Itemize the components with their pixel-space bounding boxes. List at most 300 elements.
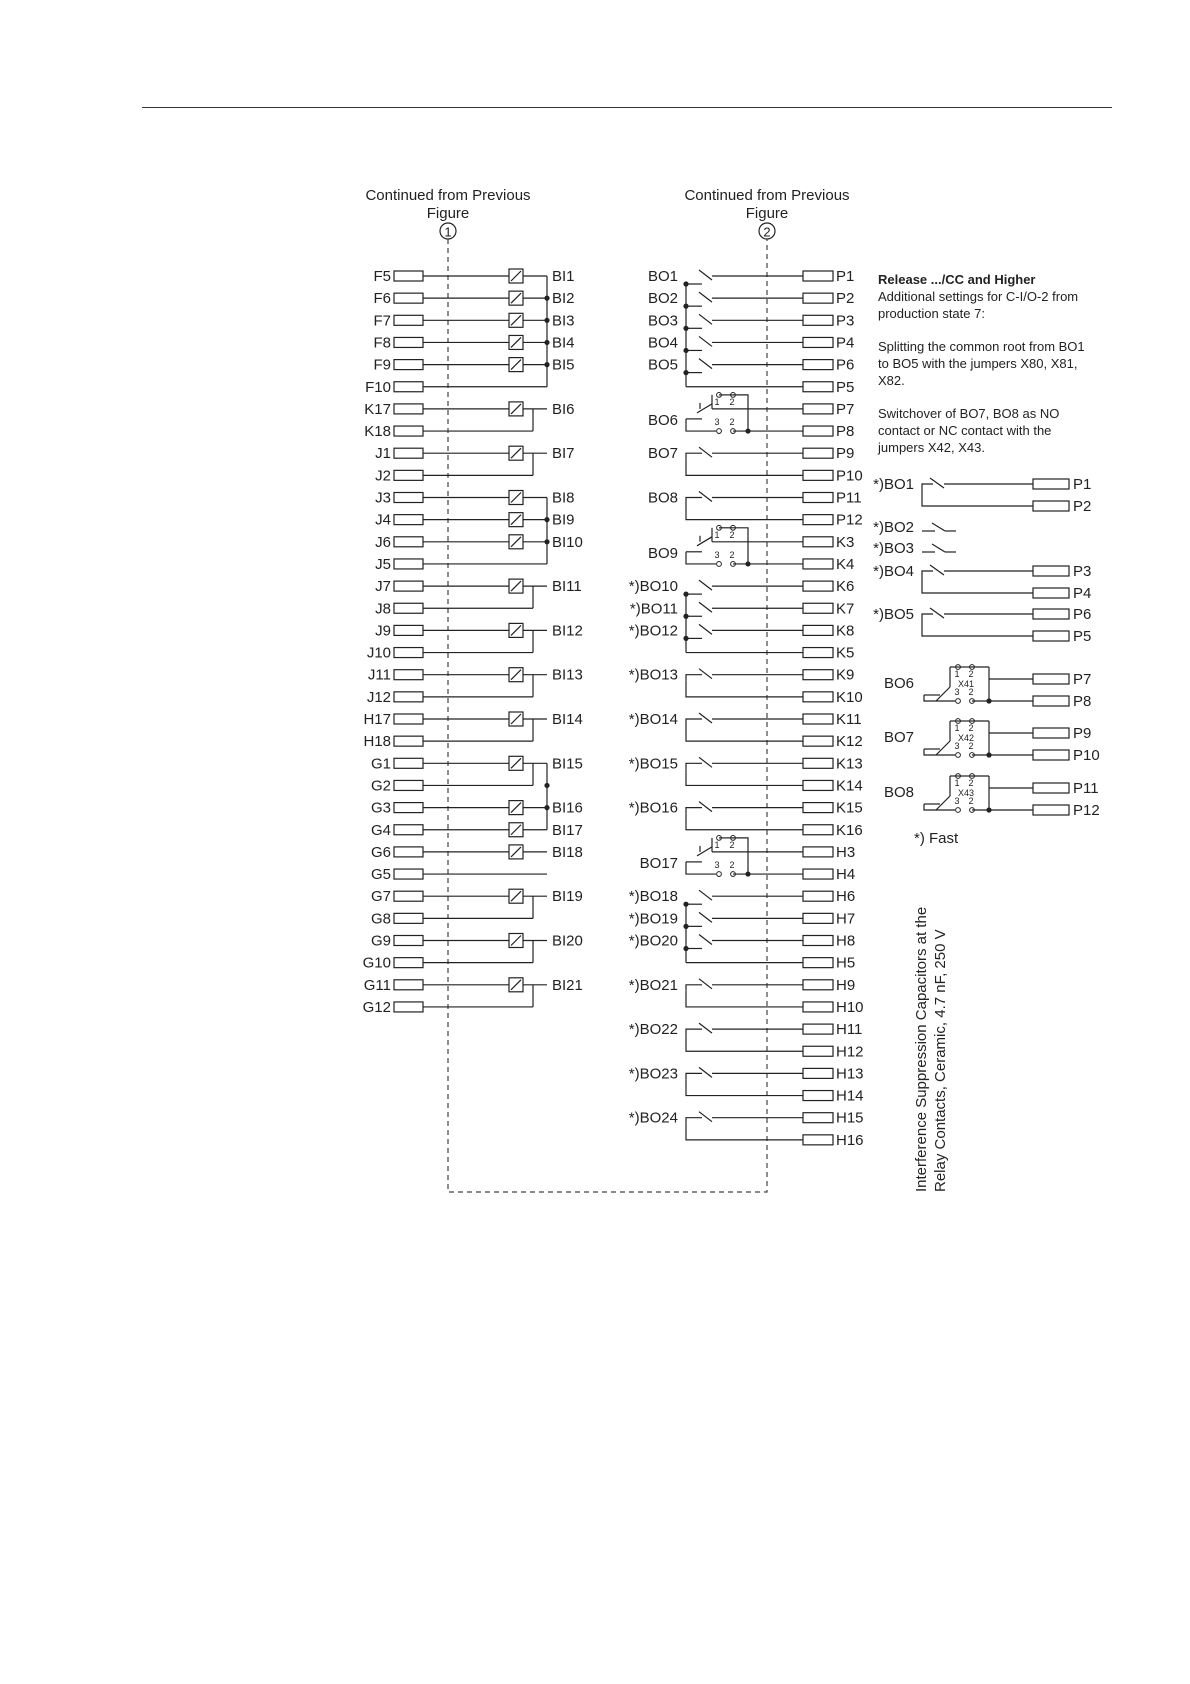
release-items-group (873, 476, 1100, 819)
terminal-box (803, 559, 833, 569)
junction-dot (683, 902, 688, 907)
terminal-label: H11 (836, 1021, 863, 1039)
terminal-label: H6 (836, 888, 856, 906)
bo-label: BO7 (647, 445, 678, 463)
return-wire (686, 1124, 803, 1140)
terminal-box (394, 803, 423, 813)
binary-output-bo21 (629, 977, 864, 1016)
junction-dot (986, 807, 991, 812)
terminal-label: F9 (373, 356, 391, 374)
terminal-box (394, 271, 423, 281)
binary-inputs-group (363, 268, 583, 1016)
bo-label: BO9 (647, 544, 678, 562)
terminal-label: P8 (836, 423, 855, 441)
return-wire (686, 991, 803, 1007)
terminal-box (803, 603, 833, 613)
binary-input-bi5 (365, 357, 574, 396)
contact-blade (699, 602, 712, 612)
terminal-box (803, 736, 833, 746)
contact-blade (697, 847, 712, 856)
pin-number: 2 (968, 741, 974, 751)
terminal-box (1033, 631, 1069, 641)
terminal-label: K6 (836, 578, 855, 596)
continuation-dashed-loop (448, 239, 767, 1192)
junction-dot (986, 698, 991, 703)
contact-stub (686, 763, 702, 769)
terminal-label: H14 (836, 1087, 864, 1105)
junction-dot (544, 340, 549, 345)
terminal-box (394, 758, 423, 768)
binary-input-bi19 (371, 888, 583, 927)
release-note-line: Switchover of BO7, BO8 as NO (878, 406, 1060, 421)
release-note-heading: Release .../CC and Higher (878, 272, 1036, 287)
terminal-label: G1 (370, 755, 391, 773)
contact-blade (699, 359, 712, 369)
bo-label: *)BO18 (628, 888, 678, 906)
binary-input-bi14 (363, 711, 582, 750)
bo-label: *)BO16 (628, 799, 678, 817)
terminal-label: K3 (836, 533, 855, 551)
release-bo-label: BO6 (883, 675, 914, 692)
contact-stub (686, 985, 702, 991)
pin-number: 3 (714, 860, 720, 871)
junction-dot (683, 614, 688, 619)
terminal-label: P4 (836, 334, 855, 352)
contact-blade (930, 565, 944, 575)
terminal-box (803, 1002, 833, 1012)
terminal-label: H16 (836, 1131, 864, 1149)
bi-label: BI16 (552, 799, 583, 817)
release-item-bo5 (873, 606, 1091, 645)
terminal-box (1033, 609, 1069, 619)
bo-label: *)BO24 (628, 1109, 678, 1127)
pin-number: 3 (954, 741, 960, 751)
terminal-box (394, 559, 423, 569)
terminal-label: K4 (836, 555, 855, 573)
bo-label: *)BO20 (628, 932, 678, 950)
pin-number: 3 (714, 417, 720, 428)
terminal-label: J5 (375, 555, 391, 573)
terminal-label: K5 (836, 644, 855, 662)
contact-stub (686, 1073, 702, 1079)
terminal-label: G11 (363, 976, 391, 994)
bo-label: *)BO23 (628, 1065, 678, 1083)
terminal-label: G7 (370, 888, 391, 906)
binary-output-bo18 (629, 888, 855, 905)
junction-dot (544, 318, 549, 323)
junction-dot (683, 946, 688, 951)
contact-blade (699, 912, 712, 922)
terminal-label: J1 (375, 445, 391, 463)
bi-label: BI12 (552, 622, 583, 640)
contact-blade (699, 890, 712, 900)
release-note-group (877, 272, 1085, 455)
junction-dot (544, 517, 549, 522)
terminal-box (803, 891, 833, 901)
contact-blade (699, 1112, 712, 1122)
contact-blade (936, 741, 950, 755)
contact-blade (936, 796, 950, 810)
bo-label: *)BO19 (628, 910, 678, 928)
contact-blade (932, 544, 945, 552)
contact-stub (922, 571, 933, 577)
terminal-box (803, 1091, 833, 1101)
bi-label: BI21 (552, 976, 583, 994)
binary-output-bo6 (648, 393, 854, 441)
junction-dot (683, 348, 688, 353)
terminal-box (394, 537, 423, 547)
terminal-box (394, 515, 423, 525)
footnote-fast: *) Fast (914, 830, 959, 847)
return-wire (686, 1035, 803, 1051)
bo-label: BO5 (647, 356, 678, 374)
binary-output-bo22 (629, 1021, 864, 1060)
terminal-box (394, 869, 423, 879)
binary-input-bi10 (375, 534, 583, 573)
bo-label: BO6 (647, 411, 678, 429)
terminal-label: P3 (836, 312, 855, 330)
terminal-box (1033, 728, 1069, 738)
terminal-box (803, 670, 833, 680)
release-item-bo6 (884, 665, 1091, 710)
return-wire (686, 419, 716, 431)
bi-label: BI4 (552, 334, 575, 352)
junction-dot (683, 636, 688, 641)
pin-number: 2 (729, 549, 735, 560)
terminal-label: K9 (836, 666, 855, 684)
terminal-label: K16 (836, 821, 863, 839)
pin-number: 2 (729, 839, 735, 850)
terminal-box (803, 980, 833, 990)
pin-number: 2 (968, 796, 974, 806)
binary-output-bo1 (648, 268, 854, 285)
release-note-line: jumpers X42, X43. (878, 440, 985, 455)
terminal-box (394, 382, 423, 392)
pin-number: 1 (954, 669, 960, 679)
return-wire (686, 504, 803, 520)
junction-dot (683, 281, 688, 286)
contact-blade (699, 580, 712, 590)
terminal-label: G2 (370, 777, 391, 795)
release-bo-label: *)BO2 (873, 519, 914, 536)
contact-blade (697, 537, 712, 546)
binary-input-bi4 (373, 334, 574, 351)
terminal-label: K10 (836, 688, 863, 706)
bi-label: BI10 (552, 533, 583, 551)
bo-label: *)BO15 (628, 755, 678, 773)
contact-blade (932, 523, 945, 531)
pin-number: 1 (954, 723, 960, 733)
bi-label: BI17 (552, 821, 583, 839)
binary-output-bo4 (648, 334, 854, 351)
terminal-box (1033, 674, 1069, 684)
junction-dot (544, 296, 549, 301)
return-wire (686, 725, 803, 741)
return-wire (686, 862, 716, 874)
pin-3 (956, 699, 961, 704)
terminal-label: K12 (836, 733, 863, 751)
release-bo-label: BO7 (883, 729, 914, 746)
pin-number: 3 (714, 549, 720, 560)
terminal-box (803, 692, 833, 702)
terminal-label: H8 (836, 932, 856, 950)
terminal-label: J8 (375, 600, 391, 618)
bi-label: BI18 (552, 843, 583, 861)
junction-dot (745, 428, 750, 433)
binary-input-bi6 (364, 401, 574, 440)
junction-dot (745, 871, 750, 876)
contact-stub (686, 453, 702, 459)
binary-output-bo10 (629, 578, 855, 595)
terminal-box (394, 603, 423, 613)
terminal-box (394, 360, 423, 370)
terminal-label: H18 (363, 733, 391, 751)
contact-stub (922, 614, 933, 620)
terminal-label: K11 (836, 711, 862, 728)
pin-number: 1 (714, 529, 720, 540)
terminal-box (394, 847, 423, 857)
contact-blade (699, 713, 712, 723)
terminal-label: G3 (370, 799, 391, 817)
bi-label: BI5 (552, 356, 575, 374)
pin-number: 1 (954, 778, 960, 788)
terminal-label: F8 (373, 334, 391, 352)
terminal-box (394, 493, 423, 503)
terminal-label: P1 (1073, 476, 1092, 493)
terminal-box (803, 337, 833, 347)
terminal-box (803, 869, 833, 879)
pin-number: 2 (968, 778, 974, 788)
binary-input-bi21 (363, 977, 583, 1016)
terminal-box (1033, 696, 1069, 706)
junction-dot (544, 362, 549, 367)
contact-blade (699, 492, 712, 502)
terminal-box (803, 382, 833, 392)
binary-input-bi15 (371, 755, 583, 794)
terminal-box (394, 736, 423, 746)
bi-label: BI19 (552, 888, 583, 906)
binary-input-bi20 (363, 933, 583, 972)
bi-label: BI3 (552, 312, 575, 330)
terminal-box (803, 803, 833, 813)
contact-blade (699, 292, 712, 302)
terminal-label: P9 (1073, 725, 1092, 742)
terminal-box (803, 1135, 833, 1145)
bi-label: BI11 (552, 578, 582, 596)
terminal-box (1033, 750, 1069, 760)
terminal-box (803, 780, 833, 790)
release-item-bo2 (873, 519, 956, 536)
contact-blade (699, 336, 712, 346)
vertical-note-line1: Interference Suppression Capacitors at the (913, 906, 930, 1192)
terminal-box (1033, 588, 1069, 598)
release-bo-label: *)BO5 (873, 606, 914, 623)
contact-stub (686, 1118, 702, 1124)
terminal-box (1033, 805, 1069, 815)
marker-right-number: 2 (763, 224, 771, 240)
terminal-box (1033, 783, 1069, 793)
terminal-label: K14 (836, 777, 863, 795)
terminal-label: P10 (1073, 747, 1100, 764)
junction-dot (544, 805, 549, 810)
terminal-label: P5 (1073, 628, 1092, 645)
terminal-label: F7 (373, 312, 391, 330)
contact-blade (699, 669, 712, 679)
contact-blade (699, 624, 712, 634)
return-wire (922, 620, 1033, 636)
terminal-label: F5 (373, 268, 391, 285)
terminal-box (394, 315, 423, 325)
terminal-label: J4 (375, 511, 391, 529)
terminal-label: K15 (836, 799, 863, 817)
terminal-label: P6 (1073, 606, 1092, 623)
terminal-label: G10 (362, 954, 391, 972)
release-item-bo4 (873, 563, 1091, 602)
terminal-box (394, 581, 423, 591)
terminal-box (803, 714, 833, 724)
terminal-box (803, 493, 833, 503)
bi-label: BI13 (552, 666, 583, 684)
return-wire (922, 577, 1033, 593)
bo-label: *)BO11 (629, 600, 678, 618)
terminal-label: P5 (836, 378, 855, 396)
terminal-label: H15 (836, 1109, 864, 1127)
terminal-box (803, 448, 833, 458)
junction-dot (745, 561, 750, 566)
terminal-box (394, 426, 423, 436)
terminal-label: K8 (836, 622, 855, 640)
terminal-box (394, 625, 423, 635)
terminal-label: K13 (836, 755, 863, 773)
terminal-label: P8 (1073, 693, 1092, 710)
terminal-label: H3 (836, 843, 856, 861)
terminal-box (803, 1046, 833, 1056)
pin-3 (717, 562, 722, 567)
continued-left-line1: Continued from Previous (365, 187, 531, 204)
contact-blade (699, 1067, 712, 1077)
terminal-label: H17 (363, 711, 391, 728)
release-item-bo8 (884, 774, 1100, 819)
pin-3 (717, 872, 722, 877)
bi-label: BI15 (552, 755, 583, 773)
binary-output-bo23 (629, 1065, 864, 1104)
contact-stub (686, 1029, 702, 1035)
terminal-label: H5 (836, 954, 856, 972)
terminal-box (803, 404, 833, 414)
terminal-label: P2 (1073, 498, 1092, 515)
bi-label: BI1 (552, 268, 575, 285)
contact-blade (930, 478, 944, 488)
binary-output-bo3 (648, 312, 854, 329)
bo-label: *)BO13 (628, 666, 678, 684)
release-item-bo7 (884, 719, 1100, 764)
junction-dot (544, 539, 549, 544)
return-wire (686, 814, 803, 830)
binary-output-bo13 (629, 667, 863, 706)
terminal-box (394, 913, 423, 923)
terminal-label: J11 (367, 666, 391, 684)
terminal-box (803, 581, 833, 591)
terminal-label: G5 (370, 866, 391, 884)
terminal-label: K17 (364, 400, 391, 418)
vertical-capacitor-note (913, 907, 949, 1192)
contact-blade (936, 687, 950, 701)
binary-input-bi8 (375, 490, 574, 507)
binary-input-bi18 (371, 844, 583, 883)
terminal-label: P10 (836, 467, 863, 485)
vertical-note-line2: Relay Contacts, Ceramic, 4.7 nF, 250 V (932, 929, 949, 1192)
release-bo-label: *)BO3 (873, 540, 914, 557)
terminal-label: H4 (836, 866, 856, 884)
terminal-box (1033, 479, 1069, 489)
pin-number: 2 (968, 687, 974, 697)
contact-blade (699, 447, 712, 457)
terminal-label: G9 (370, 932, 391, 950)
binary-output-bo24 (629, 1110, 864, 1149)
terminal-box (803, 271, 833, 281)
bi-label: BI9 (552, 511, 575, 529)
contact-stub (686, 808, 702, 814)
bo-label: BO4 (647, 334, 678, 352)
binary-input-bi12 (367, 622, 583, 661)
terminal-box (1033, 501, 1069, 511)
binary-input-bi16 (371, 800, 583, 817)
binary-input-bi13 (367, 667, 583, 706)
terminal-box (394, 780, 423, 790)
contact-blade (699, 935, 712, 945)
binary-output-bo17 (640, 836, 856, 884)
binary-input-bi11 (375, 578, 582, 617)
marker-left-number: 1 (444, 224, 452, 240)
junction-dot (683, 304, 688, 309)
terminal-box (803, 913, 833, 923)
contact-blade (699, 979, 712, 989)
pin-number: 2 (729, 417, 735, 428)
binary-input-bi2 (373, 290, 574, 307)
bi-label: BI14 (552, 711, 583, 728)
jumper-label: X42 (957, 733, 975, 743)
terminal-box (394, 936, 423, 946)
terminal-box (803, 1113, 833, 1123)
binary-input-bi7 (375, 445, 574, 484)
continued-left-line2: Figure (426, 205, 470, 222)
contact-blade (699, 1023, 712, 1033)
terminal-label: G4 (370, 821, 391, 839)
pin-number: 2 (729, 860, 735, 871)
pin-3 (717, 429, 722, 434)
terminal-label: J9 (375, 622, 391, 640)
terminal-box (394, 714, 423, 724)
pin-number: 2 (968, 669, 974, 679)
terminal-box (803, 1024, 833, 1034)
pin-number: 1 (714, 396, 720, 407)
bo-label: BO17 (639, 854, 678, 872)
terminal-box (803, 958, 833, 968)
terminal-box (803, 293, 833, 303)
release-note-line: production state 7: (878, 306, 985, 321)
terminal-label: J7 (375, 578, 391, 596)
terminal-label: P7 (1073, 671, 1092, 688)
release-bo-label: *)BO1 (873, 476, 914, 493)
contact-stub (686, 719, 702, 725)
binary-input-bi1 (373, 268, 574, 285)
junction-dot (683, 592, 688, 597)
binary-output-bo15 (629, 755, 863, 794)
terminal-label: J6 (375, 533, 391, 551)
binary-output-bo16 (629, 800, 863, 839)
binary-input-bi17 (371, 822, 583, 839)
terminal-box (803, 426, 833, 436)
